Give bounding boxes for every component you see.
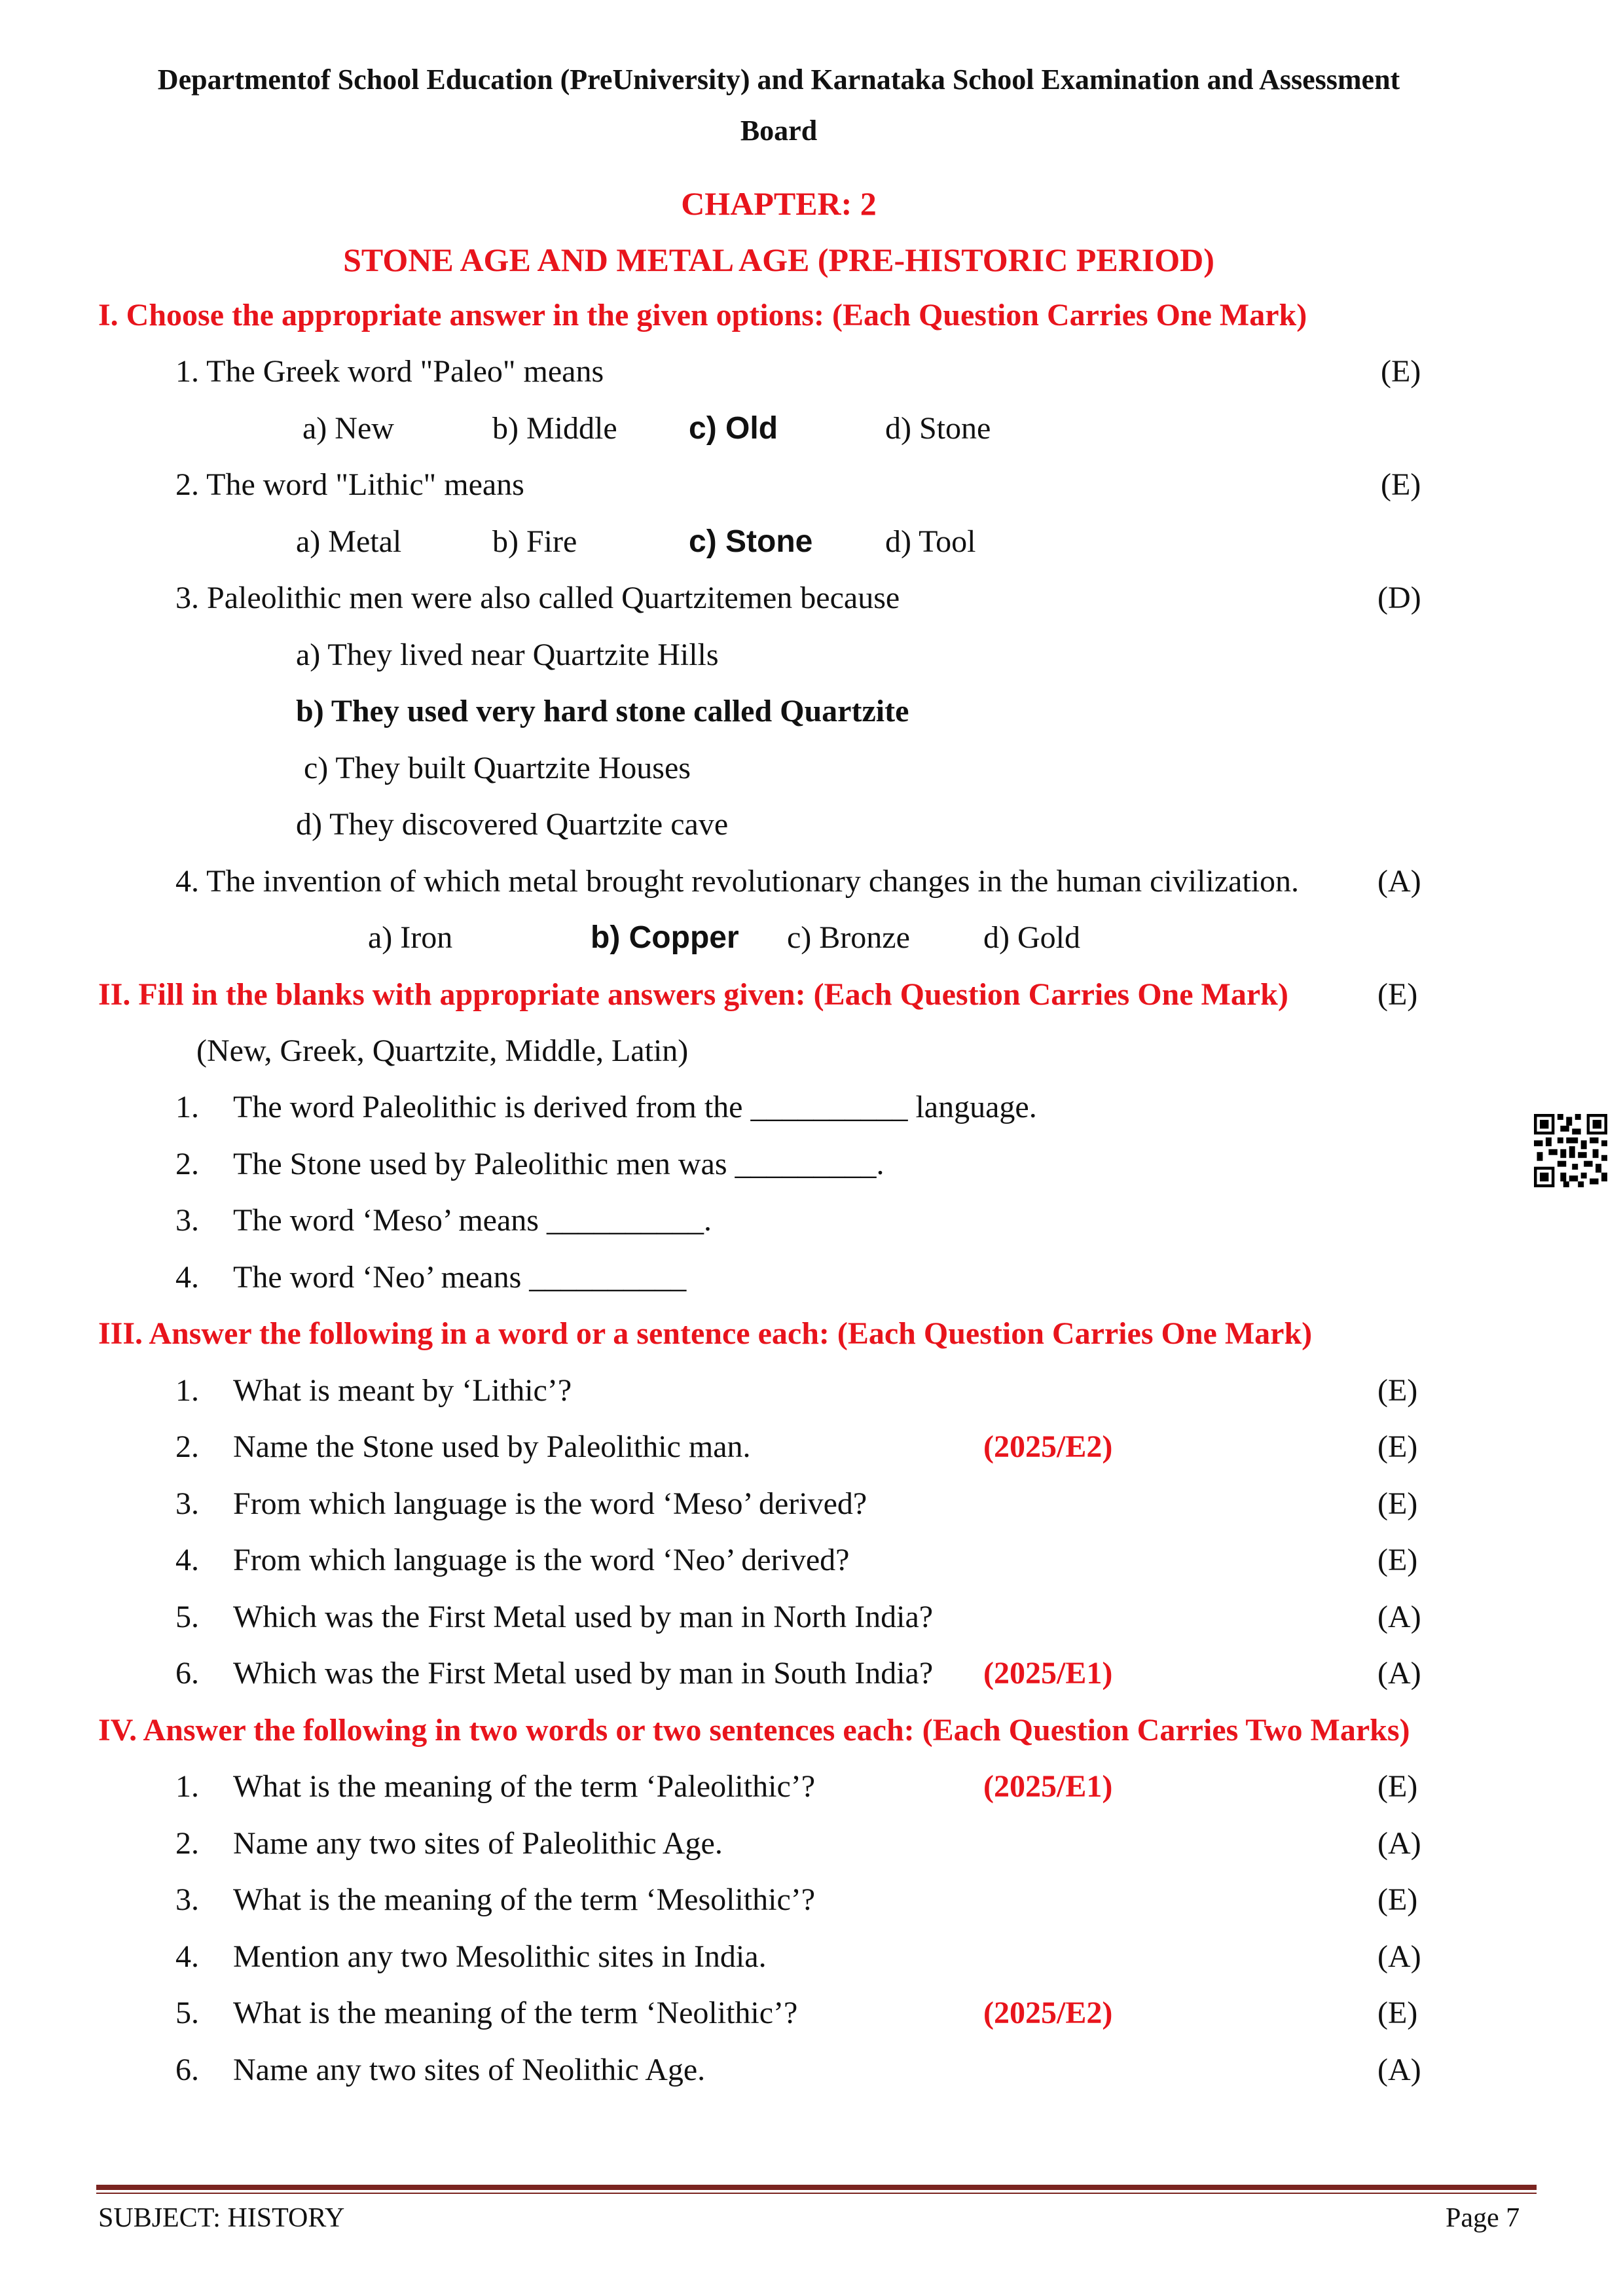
option-c: c) They built Quartzite Houses xyxy=(304,751,691,785)
option-a: a) They lived near Quartzite Hills xyxy=(296,637,719,672)
chapter-title: STONE AGE AND METAL AGE (PRE-HISTORIC PERIOD) xyxy=(343,242,1214,278)
question-difficulty: (E) xyxy=(1377,1486,1418,1521)
question-1-difficulty: (E) xyxy=(1381,354,1421,389)
board-title-line1: Departmentof School Education (PreUniversity) and Karnataka School Examination and Assessment xyxy=(157,63,1400,96)
question-difficulty: (E) xyxy=(1377,1769,1418,1804)
section-1-heading: I. Choose the appropriate answer in the given options: (Each Question Carries One Mark) xyxy=(98,298,1307,332)
question-number: 4. xyxy=(175,1543,199,1577)
question-1-text: 1. The Greek word "Paleo" means xyxy=(175,354,604,389)
question-difficulty: (A) xyxy=(1377,1826,1421,1861)
question-difficulty: (A) xyxy=(1377,2053,1421,2087)
question-difficulty: (E) xyxy=(1377,1543,1418,1577)
blank-item-number: 2. xyxy=(175,1147,199,1181)
question-number: 2. xyxy=(175,1826,199,1861)
blank-item-text: The word ‘Neo’ means __________ xyxy=(233,1260,687,1295)
section-3-heading: III. Answer the following in a word or a sentence each: (Each Question Carries One Mark) xyxy=(98,1316,1313,1351)
question-text: What is the meaning of the term ‘Neolithic’? xyxy=(233,1996,798,2030)
question-difficulty: (E) xyxy=(1377,1882,1418,1917)
exam-year-badge: (2025/E2) xyxy=(983,1996,1113,2030)
section-2-heading: II. Fill in the blanks with appropriate answers given: (Each Question Carries One Mark) xyxy=(98,977,1288,1012)
question-difficulty: (A) xyxy=(1377,1939,1421,1974)
question-text: Which was the First Metal used by man in South India? xyxy=(233,1656,934,1691)
question-text: From which language is the word ‘Neo’ derived? xyxy=(233,1543,850,1577)
question-text: From which language is the word ‘Meso’ derived? xyxy=(233,1486,867,1521)
exam-year-badge: (2025/E1) xyxy=(983,1769,1113,1804)
option-b-correct: b) They used very hard stone called Quartzite xyxy=(296,694,909,728)
fill-options: (New, Greek, Quartzite, Middle, Latin) xyxy=(196,1033,689,1068)
question-text: Which was the First Metal used by man in North India? xyxy=(233,1600,934,1634)
footer-subject: SUBJECT: HISTORY xyxy=(98,2203,345,2233)
question-text: Name any two sites of Neolithic Age. xyxy=(233,2053,706,2087)
question-number: 2. xyxy=(175,1429,199,1464)
question-text: Mention any two Mesolithic sites in India. xyxy=(233,1939,767,1974)
question-text: Name the Stone used by Paleolithic man. xyxy=(233,1429,751,1464)
question-text: What is meant by ‘Lithic’? xyxy=(233,1373,572,1408)
footer-rule-thin xyxy=(96,2193,1537,2194)
question-number: 3. xyxy=(175,1486,199,1521)
question-number: 6. xyxy=(175,1656,199,1691)
question-difficulty: (E) xyxy=(1377,1429,1418,1464)
blank-item-number: 4. xyxy=(175,1260,199,1295)
question-number: 1. xyxy=(175,1769,199,1804)
question-4-text: 4. The invention of which metal brought revolutionary changes in the human civilization. xyxy=(175,864,1300,899)
option-b: b) Middle xyxy=(492,411,617,446)
question-2-text: 2. The word "Lithic" means xyxy=(175,467,524,502)
question-text: What is the meaning of the term ‘Paleolithic’? xyxy=(233,1769,816,1804)
option-b: b) Fire xyxy=(492,524,577,559)
option-c-correct: c) Stone xyxy=(689,524,813,559)
question-number: 3. xyxy=(175,1882,199,1917)
question-difficulty: (E) xyxy=(1377,1996,1418,2030)
question-number: 1. xyxy=(175,1373,199,1408)
blank-item-number: 3. xyxy=(175,1203,199,1238)
question-number: 5. xyxy=(175,1996,199,2030)
blank-item-text: The word ‘Meso’ means __________. xyxy=(233,1203,712,1238)
question-difficulty: (E) xyxy=(1377,1373,1418,1408)
question-number: 5. xyxy=(175,1600,199,1634)
blank-item-text: The Stone used by Paleolithic men was _________. xyxy=(233,1147,884,1181)
option-a: a) New xyxy=(302,411,394,446)
blank-item-text: The word Paleolithic is derived from the __________ language. xyxy=(233,1090,1037,1124)
option-c-correct: c) Old xyxy=(689,411,778,446)
question-text: What is the meaning of the term ‘Mesolithic’? xyxy=(233,1882,816,1917)
exam-year-badge: (2025/E1) xyxy=(983,1656,1113,1691)
option-d: d) They discovered Quartzite cave xyxy=(296,807,729,842)
option-d: d) Gold xyxy=(983,920,1080,955)
board-title-line2: Board xyxy=(740,115,818,147)
question-4-difficulty: (A) xyxy=(1377,864,1421,899)
footer-rule-thick xyxy=(96,2185,1537,2190)
question-3-text: 3. Paleolithic men were also called Quartzitemen because xyxy=(175,581,900,615)
question-number: 4. xyxy=(175,1939,199,1974)
question-3-difficulty: (D) xyxy=(1377,581,1421,615)
question-number: 6. xyxy=(175,2053,199,2087)
option-d: d) Tool xyxy=(885,524,976,559)
question-2-difficulty: (E) xyxy=(1381,467,1421,502)
option-d: d) Stone xyxy=(885,411,991,446)
question-text: Name any two sites of Paleolithic Age. xyxy=(233,1826,723,1861)
option-a: a) Metal xyxy=(296,524,402,559)
question-difficulty: (A) xyxy=(1377,1656,1421,1691)
section-4-heading: IV. Answer the following in two words or two sentences each: (Each Question Carries Two Marks) xyxy=(98,1713,1410,1748)
footer-page-number: Page 7 xyxy=(1446,2203,1520,2233)
question-difficulty: (A) xyxy=(1377,1600,1421,1634)
section-2-difficulty: (E) xyxy=(1377,977,1418,1012)
option-b-correct: b) Copper xyxy=(591,920,739,955)
qr-code-icon xyxy=(1534,1114,1607,1187)
option-a: a) Iron xyxy=(368,920,453,955)
exam-year-badge: (2025/E2) xyxy=(983,1429,1113,1464)
chapter-number: CHAPTER: 2 xyxy=(681,185,877,222)
blank-item-number: 1. xyxy=(175,1090,199,1124)
option-c: c) Bronze xyxy=(787,920,910,955)
